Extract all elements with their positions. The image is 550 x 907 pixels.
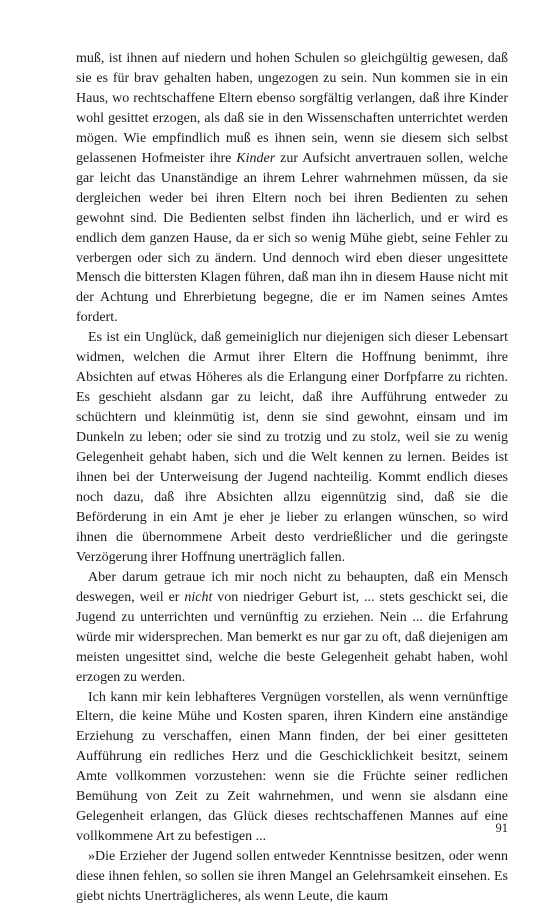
text-run: muß, ist ihnen auf niedern und hohen Schulen so gleichgültig gewesen, daß sie es für brav gehalten haben, ungezogen zu sein. Nun kommen sie in ein Haus, wo rechtschaffene Eltern ebenso sorgfältig verlangen, daß ihre Kinder wohl gesittet erzogen, als daß sie in den Wissenschaften unterrichtet werden mögen. Wie empfindlich muß es ihnen sein, wenn sie diesem sich selbst gelassenen Hofmeister ihre — [76, 51, 508, 166]
paragraph — [76, 49, 508, 328]
text-run: Ich kann mir kein lebhafteres Vergnügen vorstellen, als wenn vernünftige Eltern, die keine Mühe und Kosten sparen, ihren Kindern eine anständige Erziehung zu verschaffen, einen Mann finden, der bei einer gesitteten Aufführung ein redliches Herz und die Geschicklichkeit besitzt, seinem Amte vollkommen vorzustehen: wenn sie die Früchte seiner redlichen Bemühung von Zeit zu Zeit wahrnehmen, und wenn sie alsdann eine Gelegenheit erlangen, das Glück dieses rechtschaffenen Mannes auf eine vollkommene Art zu befestigen ... — [76, 689, 508, 845]
text-run: Aber darum getraue ich mir noch nicht zu behaupten, daß ein Mensch deswegen, weil er — [76, 569, 508, 605]
paragraph — [76, 688, 508, 848]
page-number: 91 — [495, 821, 508, 835]
text-run: zur Aufsicht anvertrauen sollen, welche gar leicht das Unanständige an ihrem Lehrer wahrnehmen müssen, da sie dergleichen weder bei ihren Eltern noch bei ihren Bedienten zu sehen gewohnt sind. Die Bedienten selbst finden ihn lächerlich, und er wird es endlich dem ganzen Hause, da er sich so wenig Mühe giebt, seine Fehler zu verbergen oder sich zu ändern. Und dennoch wird eben dieser ungesittete Mensch die bittersten Klagen führen, daß man ihn in diesem Hause nicht mit der Achtung und Ehrerbietung begegne, die er im Namen seines Amtes fordert. — [76, 150, 508, 326]
emphasis-text: nicht — [184, 589, 213, 605]
text-run: von niedriger Geburt ist, ... stets geschickt sei, die Jugend zu unterrichten und vernünftig zu erziehen. Nein ... die Erfahrung würde mir widersprechen. Man bemerkt es nur gar zu oft, daß diejenigen am meisten ungesittet sind, welche die beste Gelegenheit gehabt haben, wohl erzogen zu werden. — [76, 589, 508, 685]
text-run: Es ist ein Unglück, daß gemeiniglich nur diejenigen sich dieser Lebensart widmen, welchen die Armut ihrer Eltern die Hoffnung benimmt, ihre Absichten auf etwas Höheres als die Erlangung einer Dorfpfarre zu richten. Es geschieht alsdann gar zu leicht, daß ihre Aufführung entweder zu schüchtern und kleinmütig ist, denn sie sind gewohnt, einsam und im Dunkeln zu leben; oder sie sind zu trotzig und zu stolz, weil sie zu wenig Gelegenheit gehabt haben, sich und die Welt kennen zu lernen. Beides ist ihnen bei der Unterweisung der Jugend nachteilig. Kommt endlich dieses noch dazu, daß ihre Absichten allzu eigennützig sind, daß sie die Beförderung in ein Amt je eher je lieber zu erlangen wünschen, so wird ihnen die übernommene Arbeit desto verdrießlicher und die geringste Verzögerung ihrer Hoffnung unerträglich fallen. — [76, 330, 508, 565]
body-text — [76, 49, 508, 907]
paragraph — [76, 328, 508, 567]
paragraph — [76, 568, 508, 688]
emphasis-text: Kinder — [236, 150, 276, 166]
text-run: »Die Erzieher der Jugend sollen entweder Kenntnisse besitzen, oder wenn diese ihnen fehlen, so sollen sie ihren Mangel an Gelehrsamkeit einsehen. Es giebt nichts Unerträglicheres, als wenn Leute, die kaum — [76, 849, 508, 905]
paragraph — [76, 847, 508, 907]
